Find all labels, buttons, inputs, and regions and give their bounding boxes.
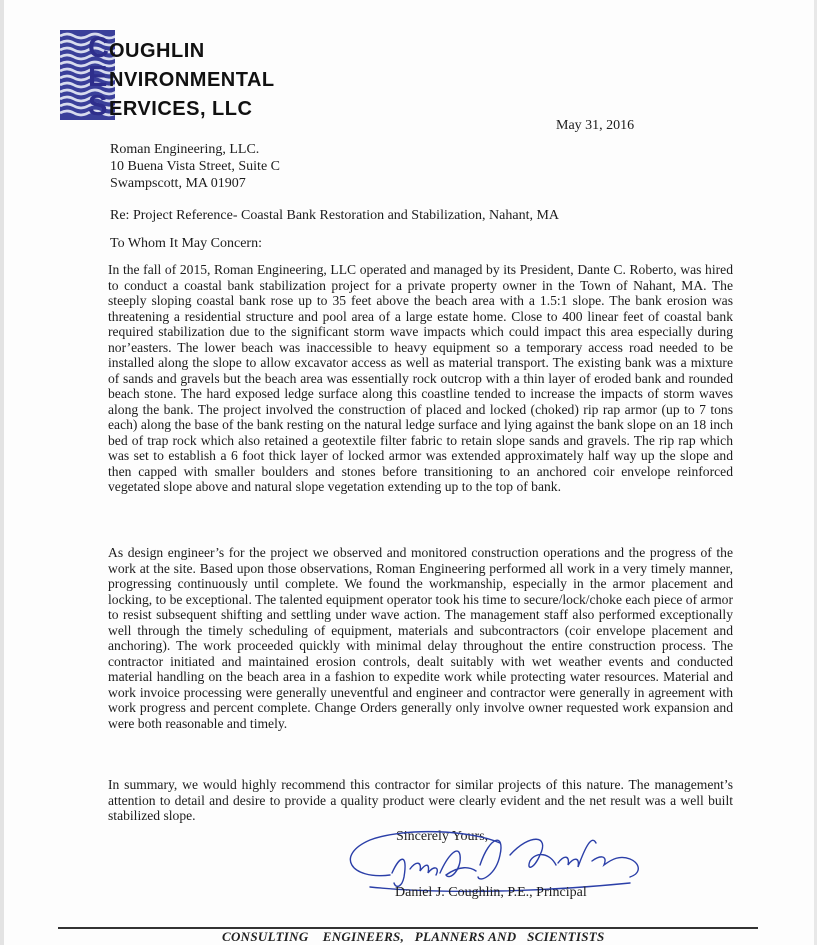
logo-line-2: NVIRONMENTAL — [109, 69, 275, 91]
body-paragraph-2: As design engineer’s for the project we observed and monitored construction operations and the progress of the work at the site. Based upon those observations, Roman Engineering performed all work in a very timely manner, progressing continuously until complete. We found the workmanship, especially in the armor placement and locking, to be exceptional. The talented equipment operator took his time to secure/lock/choke each piece of armor to resist subsequent shifting and settling under wave action. The management staff also performed exceptionally well through the timely scheduling of equipment, materials and subcontractors (coir envelope placement and anchoring). The work proceeded quickly with minimal delay throughout the entire construction process. The contractor initiated and maintained erosion controls, dealt suitably with wet weather events and conducted material handling on the beach area in a fashion to expedite work while protecting water resources. Material and work invoice processing were generally uneventful and engineer and contractor were generally in agreement with work progress and percent complete. Change Orders generally only involve owner requested work expansion and were both reasonable and timely. — [108, 545, 733, 731]
closing: Sincerely Yours, — [396, 829, 489, 844]
body-paragraph-3: In summary, we would highly recommend this contractor for similar projects of this nature. The management’s attention to detail and desire to provide a quality product were clearly evident and the net result was a well built stabilized slope. — [108, 777, 733, 823]
recipient-name: Roman Engineering, LLC. — [110, 142, 260, 157]
body-paragraph-1: In the fall of 2015, Roman Engineering, LLC operated and managed by its President, Dante C. Roberto, was hired to conduct a coastal bank stabilization project for a private property owner in the Town of Nahant, MA. The steeply sloping coastal bank rose up to 35 feet above the beach area with a 1.5:1 slope. The bank erosion was threatening a residential structure and pool area of a large estate home. Close to 400 linear feet of coastal bank required stabilization due to the significant storm wave impacts which could impact this area especially during nor’easters. The lower beach was inaccessible to heavy equipment so a temporary access road needed to be installed along the slope to allow excavator access as well as material transport. The existing bank was a mixture of sands and gravels but the beach area was essentially rock outcrop with a thin layer of eroded bank and rounded beach stone. The hard exposed ledge surface along this coastline tended to increase the impacts of storm waves along the bank. The project involved the construction of placed and locked (choked) rip rap armor (up to 7 tons each) along the base of the bank resting on the natural ledge surface and lying against the bank slope on an 18 inch bed of trap rock which also retained a geotextile filter fabric to retain slope sands and gravels. The rip rap which was set to establish a 6 foot thick layer of locked armor was extended approximately half way up the slope and then capped with smaller boulders and stones before transitioning to an anchored coir envelope reinforced vegetated slope above and natural slope vegetation extending up to the top of bank. — [108, 262, 733, 494]
logo-initial-c: C — [88, 32, 109, 64]
signer-name: Daniel J. Coughlin, P.E., Principal — [395, 885, 587, 900]
letter-date: May 31, 2016 — [556, 118, 635, 133]
page-left-edge — [0, 0, 4, 945]
company-logo — [60, 30, 360, 122]
logo-initial-e: E — [88, 61, 108, 93]
logo-line-1: OUGHLIN — [109, 40, 205, 62]
recipient-street: 10 Buena Vista Street, Suite C — [110, 159, 280, 174]
recipient-address — [110, 141, 280, 192]
footer-tagline: CONSULTING ENGINEERS, PLANNERS AND SCIENTISTS — [222, 929, 605, 944]
recipient-city: Swampscott, MA 01907 — [110, 176, 246, 191]
logo-initial-s: S — [88, 90, 108, 122]
subject-line: Re: Project Reference- Coastal Bank Restoration and Stabilization, Nahant, MA — [110, 208, 560, 223]
logo-line-3: ERVICES, LLC — [109, 98, 253, 120]
salutation: To Whom It May Concern: — [110, 236, 262, 251]
